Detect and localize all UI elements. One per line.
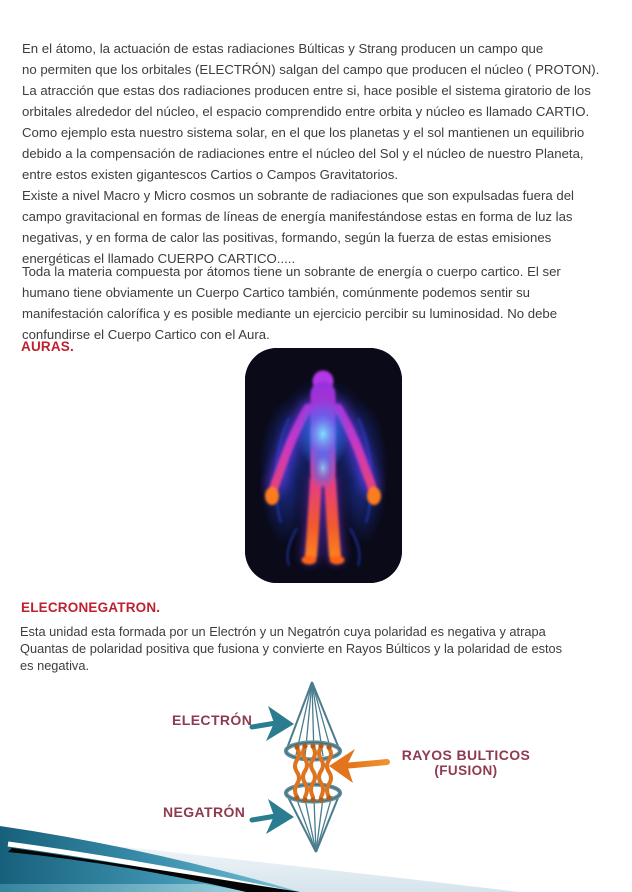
aura-body-image <box>245 348 402 583</box>
paragraph-line: Toda la materia compuesta por átomos tiene un sobrante de energía o cuerpo cartico. El ser <box>22 264 561 279</box>
paragraph-line: es negativa. <box>20 658 90 673</box>
paragraph-line: confundirse el Cuerpo Cartico con el Aura. <box>22 327 270 342</box>
paragraph-radiaciones <box>22 38 599 269</box>
auras-heading: AURAS. <box>21 339 74 354</box>
paragraph-line: Quantas de polaridad positiva que fusiona y convierte en Rayos Búlticos y la polaridad de estos <box>20 641 563 656</box>
paragraph-cuerpo-cartico <box>22 261 561 345</box>
paragraph-line: humano tiene obviamente un Cuerpo Cartico también, comúnmente podemos sentir su <box>22 285 531 300</box>
electron-arrow-icon <box>252 706 294 741</box>
paragraph-line: Esta unidad esta formada por un Electrón y un Negatrón cuya polaridad es negativa y atrapa <box>20 624 546 639</box>
elecronegatron-heading: ELECRONEGATRON. <box>21 600 161 615</box>
electron-label: ELECTRÓN <box>172 712 253 728</box>
paragraph-line: La atracción que estas dos radiaciones producen entre si, hace posible el sistema giratorio de los <box>22 83 591 98</box>
rayos-bulticos-label <box>393 747 539 779</box>
fusion-rays-icon <box>294 743 331 802</box>
negatron-label: NEGATRÓN <box>163 804 246 820</box>
paragraph-line: manifestación calorífica y es posible mediante un ejercicio percibir su luminosidad. No debe <box>22 306 558 321</box>
paragraph-line: no permiten que los orbitales (ELECTRÓN) salgan del campo que producen el núcleo ( PROTON). <box>22 62 600 77</box>
paragraph-line: debido a la compensación de radiaciones entre el núcleo del Sol y el núcleo de nuestro Planeta, <box>22 146 584 161</box>
paragraph-line: En el átomo, la actuación de estas radiaciones Búlticas y Strang producen un campo que <box>22 41 544 56</box>
paragraph-line: orbitales alrededor del núcleo, el espacio comprendido entre orbita y núcleo es llamado CARTIO. <box>22 104 590 119</box>
paragraph-line: campo gravitacional en formas de líneas de energía manifestándose estas en forma de luz las <box>22 209 573 224</box>
aura-body-illustration <box>245 348 402 583</box>
paragraph-line: energéticas el llamado CUERPO CARTICO..... <box>22 251 296 266</box>
paragraph-line: Existe a nivel Macro y Micro cosmos un sobrante de radiaciones que son expulsadas fuera del <box>22 188 574 203</box>
rayos-bulticos-label-line2: (FUSION) <box>434 763 498 778</box>
paragraph-elecronegatron <box>20 623 562 674</box>
paragraph-line: Como ejemplo esta nuestro sistema solar, en el que los planetas y el sol mantienen un equilibrio <box>22 125 585 140</box>
footer-decoration <box>0 822 632 892</box>
footer-teal-wedge <box>0 826 300 892</box>
paragraph-line: negativas, y en forma de calor las positivas, formando, según la fuerza de estas emisiones <box>22 230 552 245</box>
paragraph-line: entre estos existen gigantescos Cartios o Campos Gravitatorios. <box>22 167 399 182</box>
rayos-bulticos-label-line1: RAYOS BULTICOS <box>401 747 531 763</box>
